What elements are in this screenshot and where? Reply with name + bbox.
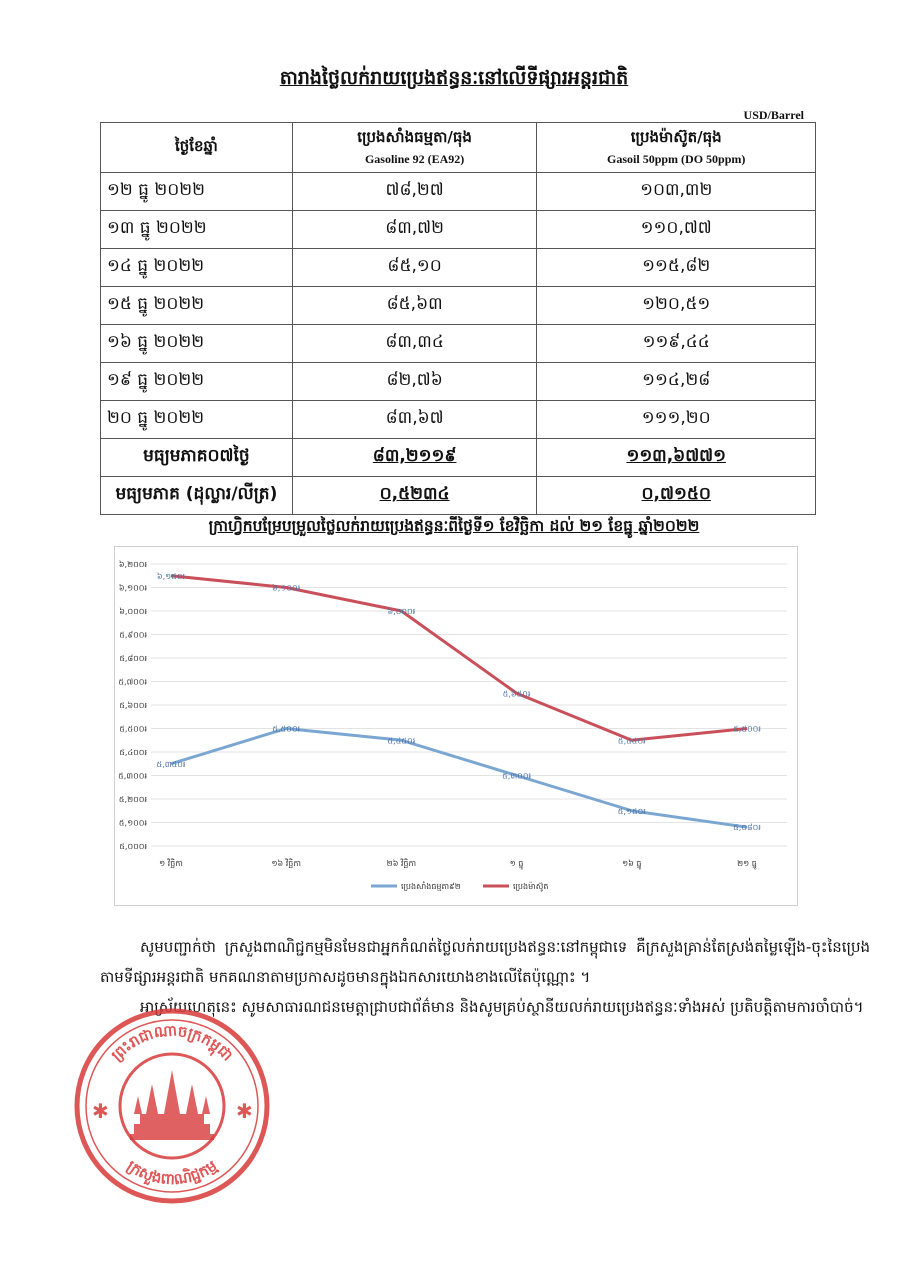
x-tick-label: ១ វិច្ឆិកា [159, 859, 183, 868]
data-label: ៥,៤៥០៛ [387, 736, 416, 746]
x-tick-label: ១ ធ្នូ [509, 859, 524, 868]
average-liter-gasoline: ០,៥២៣៤ [292, 477, 537, 515]
y-tick-label: ៥,៦០០៛ [119, 701, 147, 710]
price-chart [114, 546, 798, 906]
average-label: មធ្យមភាគ០៧ថ្ងៃ [101, 439, 293, 477]
star-icon: ✱ [92, 1099, 109, 1123]
cell-date: ១២ ធ្នូ ២០២២ [101, 173, 293, 211]
table-row [101, 287, 816, 325]
header-gasoline: ប្រេងសាំងធម្មតា/ធុង Gasoline 92 (EA92) [292, 123, 537, 173]
table-row [101, 401, 816, 439]
cell-date: ១៣ ធ្នូ ២០២២ [101, 211, 293, 249]
cell-gasoline: ៨៥,៦៣ [292, 287, 537, 325]
seal-text-top: ព្រះរាជាណាចក្រកម្ពុជា [107, 1021, 237, 1065]
average-liter-diesel: ០,៧១៥០ [537, 477, 816, 515]
data-label: ៥,៤៥០៛ [617, 736, 646, 746]
document-title: តារាងថ្លៃលក់រាយប្រេងឥន្ធនៈនៅលើទីផ្សារអន្តរជាតិ [279, 67, 629, 89]
y-tick-label: ៦,២០០៛ [118, 560, 147, 569]
y-tick-label: ៥,២០០៛ [118, 795, 147, 804]
header-date: ថ្ងៃខែឆ្នាំ [101, 123, 293, 173]
y-tick-label: ៥,៨០០៛ [119, 654, 147, 663]
y-tick-label: ៥,៣០០៛ [118, 771, 147, 781]
header-diesel: ប្រេងម៉ាស៊ូត/ធុង Gasoil 50ppm (DO 50ppm) [537, 123, 816, 173]
cell-gasoline: ៧៨,២៧ [292, 173, 537, 211]
cell-gasoline: ៨៣,៦៧ [292, 401, 537, 439]
y-tick-label: ៥,៥០០៛ [119, 724, 147, 734]
data-label: ៥,៣០០៛ [502, 771, 532, 781]
data-label: ៥,៦៥០៛ [502, 689, 531, 699]
table-header-row [101, 123, 816, 173]
y-tick-label: ៥,៩០០៛ [119, 630, 147, 640]
seal-text-bottom: ក្រសួងពាណិជ្ជកម្ម [123, 1156, 221, 1189]
average-row [101, 439, 816, 477]
angkor-temple-icon [130, 1070, 214, 1140]
legend-entry: ប្រេងម៉ាស៊ូត [513, 882, 549, 891]
cell-diesel: ១១០,៧៧ [537, 211, 816, 249]
cell-date: ១៦ ធ្នូ ២០២២ [101, 325, 293, 363]
table-row [101, 211, 816, 249]
table-row [101, 249, 816, 287]
data-label: ៥,៥០០៛ [272, 724, 301, 734]
cell-gasoline: ៨៥,១០ [292, 249, 537, 287]
y-tick-label: ៥,៧០០៛ [118, 677, 147, 687]
cell-diesel: ១០៣,៣២ [537, 173, 816, 211]
ministry-seal [72, 1006, 272, 1206]
legend-entry: ប្រេងសាំងធម្មតា៩២ [401, 882, 461, 891]
cell-gasoline: ៨២,៧៦ [292, 363, 537, 401]
table-row [101, 173, 816, 211]
cell-diesel: ១១១,២០ [537, 401, 816, 439]
series-line-1 [171, 729, 747, 828]
average-gasoline: ៨៣,២១១៩ [292, 439, 537, 477]
average-diesel: ១១៣,៦៧៧១ [537, 439, 816, 477]
data-label: ៥,១៥០៛ [617, 806, 646, 816]
notice-paragraph-2: អាស្រ័យហេតុនេះ សូមសាធារណជនមេត្តាជ្រាបជាព័ត៌មាន និងសូមគ្រប់ស្ថានីយលក់រាយប្រេងឥន្ធនៈទាំងអស់ ប្រតិបត្តិតាមការចាំបាច់។ [140, 998, 864, 1016]
x-tick-label: ២៦ វិច្ឆិកា [386, 859, 417, 868]
data-label: ៥,០៨០៛ [733, 823, 761, 833]
data-label: ៦,០០០៛ [387, 607, 416, 616]
cell-date: ១៤ ធ្នូ ២០២២ [101, 249, 293, 287]
x-tick-label: ១៦ ធ្នូ [622, 859, 642, 868]
chart-title: ក្រាហ្វិកបម្រែបម្រួលថ្លៃលក់រាយប្រេងឥន្ធនៈពីថ្ងៃទី១ ខែវិច្ឆិកា ដល់ ២១ ខែធ្នូ ឆ្នាំ២០២២ [208, 517, 700, 535]
svg-text:ក្រសួងពាណិជ្ជកម្ម [124, 1156, 221, 1188]
x-tick-label: ២១ ធ្នូ [737, 859, 757, 868]
table-row [101, 363, 816, 401]
data-label: ៥,៣៥០៛ [156, 759, 186, 769]
cell-gasoline: ៨៣,៣៤ [292, 325, 537, 363]
data-label: ៥,៥០០៛ [733, 724, 761, 734]
cell-diesel: ១១៤,២៨ [537, 363, 816, 401]
unit-label: USD/Barrel [743, 108, 804, 122]
cell-diesel: ១២០,៥១ [537, 287, 816, 325]
average-liter-label: មធ្យមភាគ (ដុល្លារ/លីត្រ) [101, 477, 293, 515]
y-tick-label: ៥,៤០០៛ [119, 748, 147, 757]
x-tick-label: ១៦ វិច្ឆិកា [271, 859, 301, 868]
chart-svg [115, 547, 797, 905]
average-liter-row [101, 477, 816, 515]
cell-diesel: ១១៥,៨២ [537, 249, 816, 287]
data-label: ៦,១០០៛ [272, 583, 301, 593]
y-tick-label: ៥,០០០៛ [119, 842, 147, 851]
svg-text:ព្រះរាជាណាចក្រកម្ពុជា [108, 1021, 237, 1064]
notice-paragraph-1: សូមបញ្ជាក់ថា ក្រសួងពាណិជ្ជកម្មមិនមែនជាអ្នកកំណត់ថ្លៃលក់រាយប្រេងឥន្ធនៈនៅកម្ពុជាទេ គឺក្រសួងគ្រាន់តែស្រង់តម្លៃឡើង-ចុះនៃប្រេងតាមទីផ្សារអន្តរជាតិ មកគណនាតាមប្រកាសដូចមានក្នុងឯកសារយោងខាងលើតែប៉ុណ្ណោះ ។ [100, 938, 870, 986]
data-label: ៦,១៥០៛ [156, 571, 186, 581]
cell-diesel: ១១៩,៤៤ [537, 325, 816, 363]
cell-date: ១៩ ធ្នូ ២០២២ [101, 363, 293, 401]
price-table [100, 122, 816, 515]
star-icon: ✱ [236, 1099, 253, 1123]
table-row [101, 325, 816, 363]
cell-date: ១៥ ធ្នូ ២០២២ [101, 287, 293, 325]
y-tick-label: ៦,១០០៛ [118, 583, 147, 593]
cell-date: ២០ ធ្នូ ២០២២ [101, 401, 293, 439]
cell-gasoline: ៨៣,៧២ [292, 211, 537, 249]
y-tick-label: ៥,១០០៛ [118, 818, 147, 828]
y-tick-label: ៦,០០០៛ [119, 607, 147, 616]
